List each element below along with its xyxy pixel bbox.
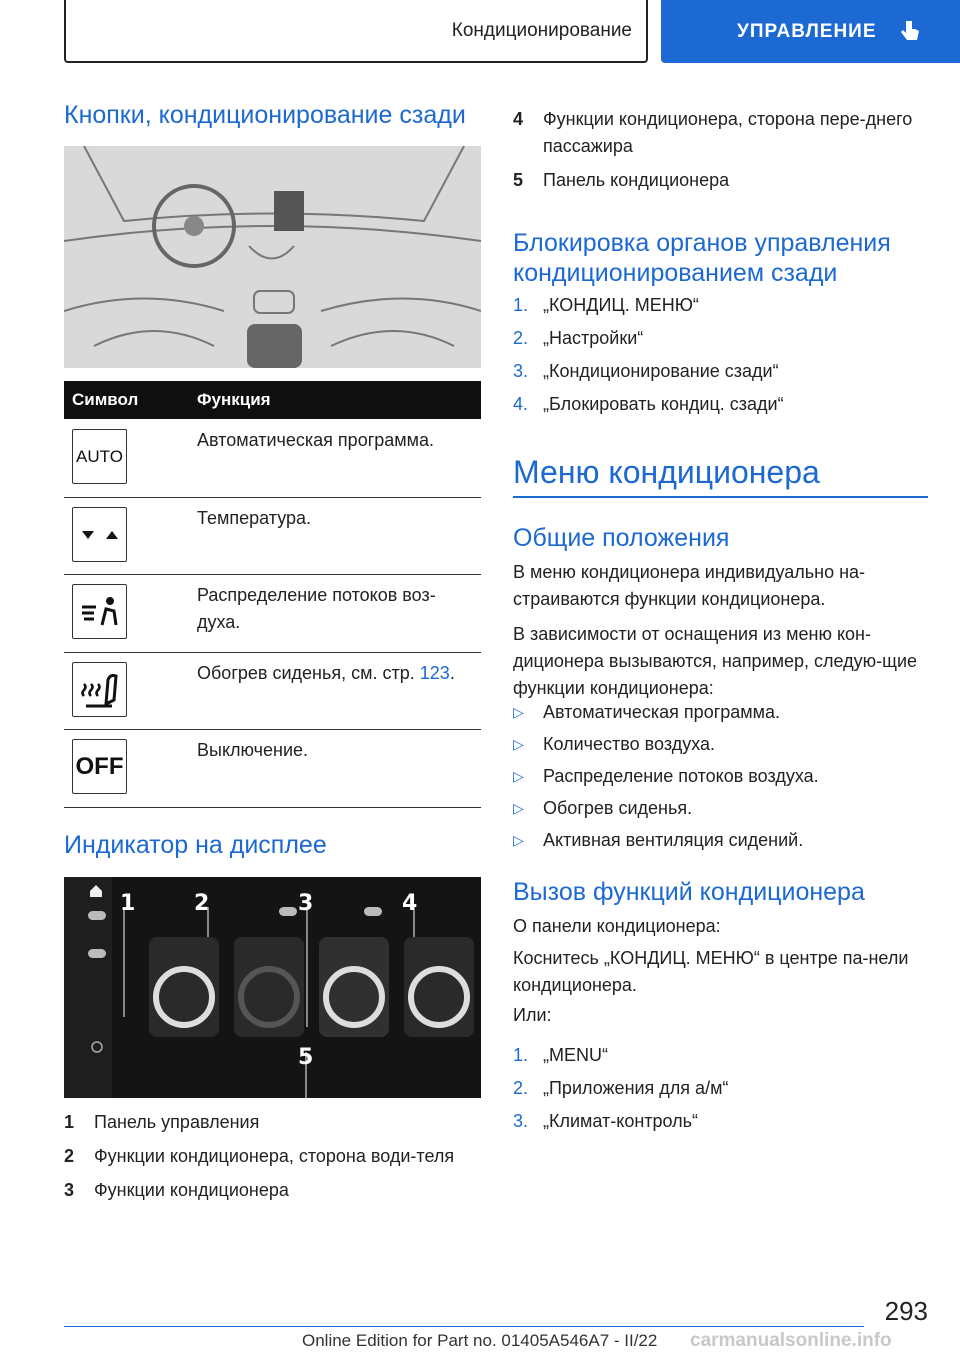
general-paragraph-1: В меню кондиционера индивидуально на-страиваются функции кондиционера.: [513, 562, 866, 609]
page-link[interactable]: 123: [419, 663, 450, 683]
heading-underline: [513, 496, 928, 498]
hand-pointer-icon: [899, 19, 921, 45]
list-item: ▷ Распределение потоков воздуха.: [513, 763, 928, 790]
list-item: ▷ Обогрев сиденья.: [513, 795, 928, 822]
list-item: 2 Функции кондиционера, сторона води-теля: [64, 1146, 455, 1166]
general-paragraph-2: В зависимости от оснащения из меню кон-диционера вызываются, например, следую-щие функции кондиционера:: [513, 624, 918, 698]
function-text: Распределение потоков воз-духа.: [197, 585, 436, 632]
section-title: Кондиционирование: [451, 19, 632, 41]
legend-left: [64, 1109, 481, 1211]
heading-menu: Меню кондиционера: [513, 454, 820, 490]
list-item: 5 Панель кондиционера: [513, 170, 730, 190]
lock-steps: [513, 292, 928, 424]
auto-button-icon: AUTO: [72, 429, 127, 484]
list-item: 4. „Блокировать кондиц. сзади“: [513, 394, 784, 414]
heading-call: Вызов функций кондиционера: [513, 878, 865, 906]
watermark: carmanualsonline.info: [690, 1330, 892, 1351]
triangle-bullet-icon: ▷: [513, 704, 524, 720]
call-steps: [513, 1042, 928, 1141]
bullet-list: [513, 699, 928, 859]
list-item: 4 Функции кондиционера, сторона пере-днего пассажира: [513, 109, 913, 156]
table-row: [64, 729, 481, 808]
function-text: Выключение.: [197, 740, 309, 760]
legend-right: [513, 106, 928, 201]
screen-label-4: 4: [402, 891, 418, 916]
car-interior-illustration: [64, 146, 481, 368]
col-symbol: Символ: [72, 390, 139, 409]
list-item: ▷ Активная вентиляция сидений.: [513, 827, 928, 854]
list-item: 3 Функции кондиционера: [64, 1180, 289, 1200]
triangle-bullet-icon: ▷: [513, 832, 524, 848]
screen-label-2: 2: [194, 891, 210, 916]
off-button-icon: OFF: [72, 739, 127, 794]
list-item: 1. „MENU“: [513, 1045, 608, 1065]
screen-label-3: 3: [298, 891, 314, 916]
table-row: [64, 652, 481, 730]
seat-heating-icon: [72, 662, 127, 717]
air-distribution-icon: [72, 584, 127, 639]
list-item: 3. „Кондиционирование сзади“: [513, 361, 779, 381]
header-section-title: [64, 0, 648, 63]
list-item: 2. „Настройки“: [513, 328, 644, 348]
header-tab[interactable]: [661, 0, 960, 63]
tab-label: УПРАВЛЕНИЕ: [737, 20, 877, 42]
screen-label-5: 5: [298, 1045, 314, 1070]
table-row: [64, 574, 481, 653]
triangle-bullet-icon: ▷: [513, 800, 524, 816]
climate-display-screenshot: [64, 877, 481, 1098]
heading-buttons: Кнопки, кондиционирование сзади: [64, 101, 466, 129]
triangle-bullet-icon: ▷: [513, 736, 524, 752]
call-paragraph-1: О панели кондиционера:: [513, 916, 721, 936]
triangle-bullet-icon: ▷: [513, 768, 524, 784]
list-item: ▷ Количество воздуха.: [513, 731, 928, 758]
list-item: ▷ Автоматическая программа.: [513, 699, 928, 726]
list-item: 1. „КОНДИЦ. МЕНЮ“: [513, 295, 699, 315]
function-text: Температура.: [197, 508, 312, 528]
function-text: Обогрев сиденья, см. стр. 123.: [197, 663, 455, 683]
col-function: Функция: [197, 390, 271, 409]
page-number: 293: [884, 1296, 928, 1326]
temperature-arrows-icon: [72, 507, 127, 562]
edition-text: Online Edition for Part no. 01405A546A7 - II/22: [302, 1331, 658, 1350]
table-row: [64, 497, 481, 575]
table-row: [64, 419, 481, 498]
function-text: Автоматическая программа.: [197, 430, 435, 450]
list-item: 1 Панель управления: [64, 1112, 260, 1132]
call-paragraph-3: Или:: [513, 1005, 552, 1025]
heading-lock: Блокировка органов управления кондиционированием сзади: [513, 229, 891, 287]
screen-label-1: 1: [120, 891, 136, 916]
list-item: 3. „Климат-контроль“: [513, 1111, 699, 1131]
table-header: [64, 381, 481, 419]
list-item: 2. „Приложения для а/м“: [513, 1078, 729, 1098]
heading-display: Индикатор на дисплее: [64, 831, 327, 859]
call-paragraph-2: Коснитесь „КОНДИЦ. МЕНЮ“ в центре па-нели кондиционера.: [513, 948, 909, 995]
footer-line: [64, 1326, 864, 1327]
heading-general: Общие положения: [513, 524, 730, 552]
